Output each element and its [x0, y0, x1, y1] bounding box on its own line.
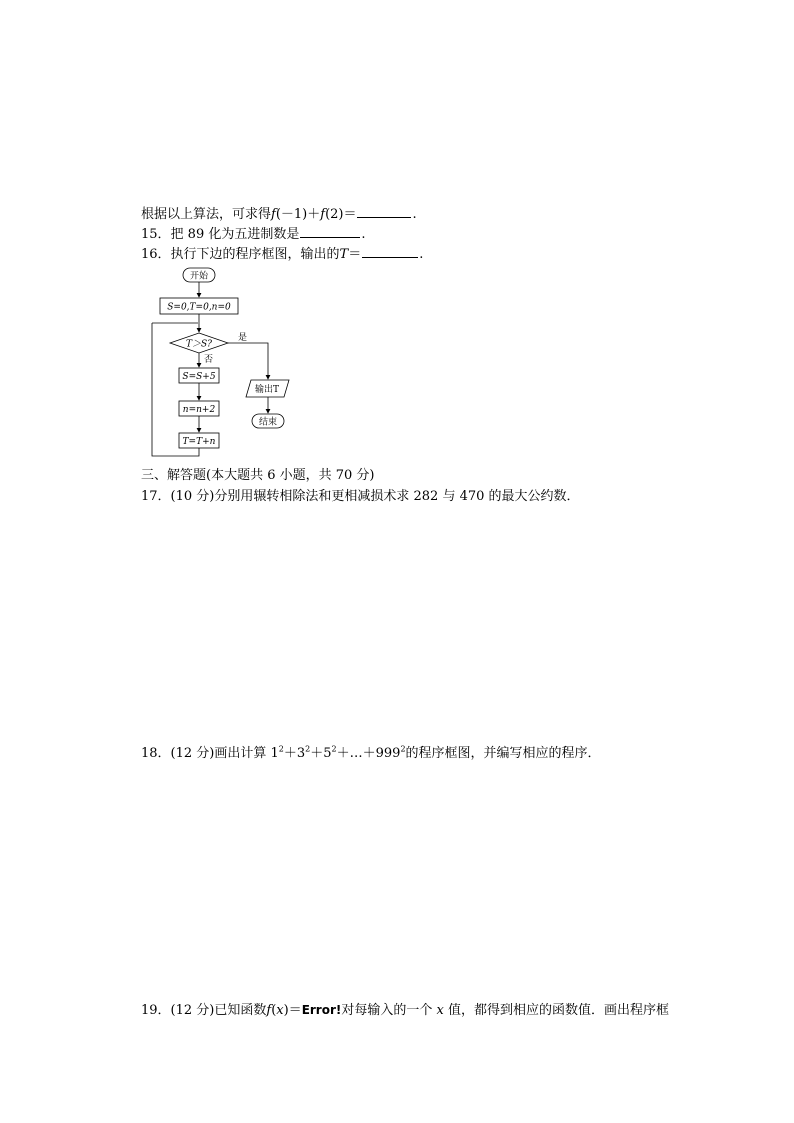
- q18-sup-2: 2: [305, 744, 311, 754]
- end-label: 结束: [258, 417, 278, 428]
- q18-sup-4: 2: [400, 744, 406, 754]
- q18-prefix: 18．(12 分)画出计算 1: [141, 746, 279, 761]
- question-15: [141, 225, 366, 244]
- q15-text: 15．把 89 化为五进制数是: [141, 227, 300, 242]
- q19-open: (: [271, 1003, 277, 1018]
- q18-mid-3: ＋…＋999: [336, 746, 401, 761]
- q15-suffix: .: [361, 227, 366, 242]
- answer-blank-15[interactable]: [300, 225, 360, 238]
- q16-var: T: [339, 247, 349, 262]
- q19-f: f: [266, 1003, 272, 1018]
- q16-eq: ＝: [348, 247, 362, 262]
- f-arg-1: (－1)＋: [275, 207, 321, 222]
- q18-sup-1: 2: [278, 744, 284, 754]
- f-arg-2: (2)＝: [325, 207, 357, 222]
- step2-label: n=n+2: [182, 405, 216, 415]
- q19-error: Error!: [301, 1003, 342, 1017]
- q14-suffix: .: [412, 207, 417, 222]
- q17-text: 17．(10 分)分别用辗转相除法和更相减损术求 282 与 470 的最大公约数．: [141, 489, 580, 504]
- q16-suffix: .: [419, 247, 424, 262]
- f-symbol-1: f: [271, 207, 276, 222]
- q19-suffix: 值，都得到相应的函数值．画出程序框: [448, 1003, 670, 1018]
- section-3-heading: [141, 467, 375, 485]
- arrow-yes: [228, 343, 268, 379]
- flowchart: [140, 266, 320, 466]
- step1-label: S=S+5: [182, 372, 216, 382]
- section-3-text: 三、解答题(本大题共 6 小题，共 70 分): [141, 468, 375, 483]
- q18-sup-3: 2: [331, 744, 337, 754]
- answer-blank-14[interactable]: [357, 205, 411, 218]
- question-19: [141, 1001, 669, 1020]
- answer-blank-16[interactable]: [362, 245, 418, 258]
- q19-prefix: 19．(12 分)已知函数: [141, 1003, 267, 1018]
- no-label: 否: [204, 355, 214, 365]
- q19-mid: 对每输入的一个: [341, 1003, 433, 1018]
- f-symbol-2: f: [320, 207, 326, 222]
- q19-x1: x: [276, 1003, 284, 1018]
- init-label: S=0,T=0,n=0: [167, 302, 231, 313]
- q19-x2: x: [436, 1003, 444, 1018]
- q14-text: 根据以上算法，可求得: [141, 207, 272, 222]
- q19-close: )＝: [283, 1003, 302, 1018]
- output-label: 输出T: [254, 385, 280, 395]
- q18-suffix: 的程序框图，并编写相应的程序．: [405, 746, 601, 761]
- yes-label: 是: [238, 333, 248, 343]
- start-label: 开始: [189, 271, 209, 282]
- question-17: [141, 488, 580, 506]
- q16-text: 16．执行下边的程序框图，输出的: [141, 247, 340, 262]
- question-16: [141, 245, 423, 264]
- q14-continuation: [141, 205, 417, 224]
- condition-label: T＞S?: [186, 339, 212, 350]
- q18-mid-1: ＋3: [283, 746, 306, 761]
- q18-mid-2: ＋5: [310, 746, 332, 761]
- step3-label: T=T+n: [182, 437, 216, 447]
- question-18: [141, 745, 601, 763]
